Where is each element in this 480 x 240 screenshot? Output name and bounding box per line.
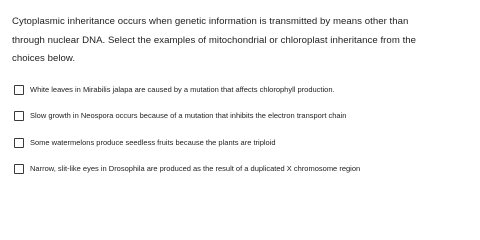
question-line: through nuclear DNA. Select the examples of mitochondrial or chloroplast inheritance from the <box>12 34 417 46</box>
question-prompt <box>12 13 468 69</box>
answer-option-2[interactable] <box>12 109 468 123</box>
question-line: Cytoplasmic inheritance occurs when genetic information is transmitted by means other than <box>12 16 409 27</box>
answer-option-1[interactable] <box>12 83 468 97</box>
option-label: Slow growth in Neospora occurs because of a mutation that inhibits the electron transport chain <box>30 111 347 120</box>
answer-option-3[interactable] <box>12 136 468 150</box>
option-checkbox[interactable] <box>14 111 24 121</box>
answer-option-4[interactable] <box>12 162 468 176</box>
option-checkbox[interactable] <box>14 138 24 148</box>
option-checkbox[interactable] <box>14 164 24 174</box>
option-label: White leaves in Mirabilis jalapa are caused by a mutation that affects chlorophyll production. <box>30 84 335 94</box>
option-label: Narrow, slit-like eyes in Drosophila are produced as the result of a duplicated X chromosome region <box>30 164 361 173</box>
question-line: choices below. <box>12 53 76 64</box>
option-checkbox[interactable] <box>14 85 24 95</box>
option-label: Some watermelons produce seedless fruits because the plants are triploid <box>30 137 276 147</box>
answer-options-list <box>12 83 468 177</box>
